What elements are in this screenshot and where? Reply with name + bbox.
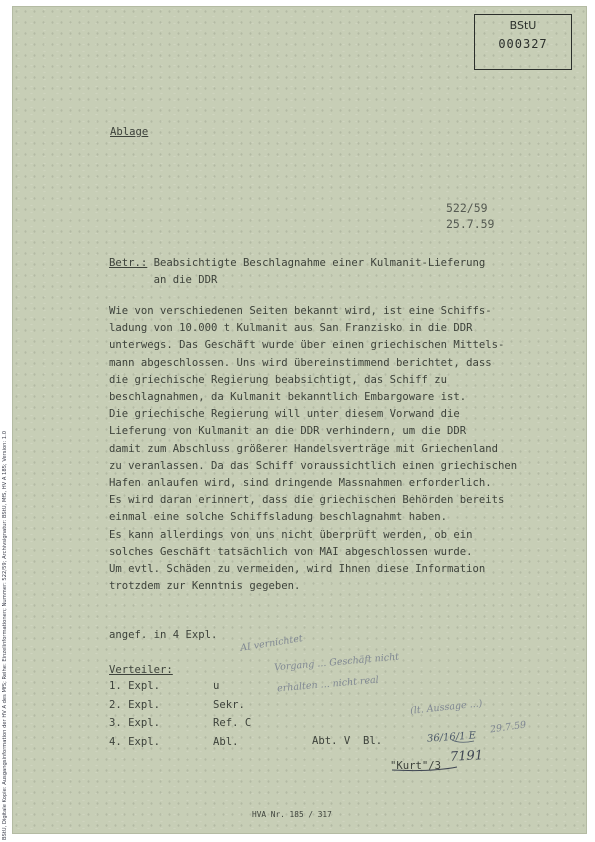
handwritten-note-3: erhalten ... nicht real <box>276 674 380 695</box>
handwritten-note-date: 29.7.59 <box>489 719 527 736</box>
distribution-recipient: Ref. C <box>213 717 252 729</box>
handwritten-number: 7191 <box>449 748 484 765</box>
distribution-list <box>109 680 252 754</box>
department-line: Abt. V Bl. <box>312 735 383 747</box>
distribution-copy: 4. Expl. <box>109 735 161 748</box>
distribution-copy: 3. Expl. <box>109 717 161 729</box>
copies-note: angef. in 4 Expl. <box>109 629 218 641</box>
distribution-copy: 2. Expl. <box>109 698 161 711</box>
handwritten-note-4: (lt. Aussage ...) <box>409 698 483 717</box>
distribution-row <box>109 717 252 736</box>
handwritten-archive-ref: 36/16/1 E <box>426 730 477 745</box>
body-text: Wie von verschiedenen Seiten bekannt wird, ist eine Schiffs- ladung von 10.000 t Kulmanit aus San Franzisko in die DDR unterwegs. Das Geschäft wurde über einen griechischen Mittels- mann abgeschlossen. Uns wird übereinstimmend berichtet, dass die griechische Regierung beabsichtigt, das Schiff zu beschlagnahmen, da Kulmanit bekanntlich Embargoware ist. Die griechische Regierung will unter diesem Vorwand die Lieferung von Kulmanit an die DDR verhindern, um die DDR damit zum Abschluss größerer Handelsverträge mit Griechenland zu veranlassen. Da das Schiff voraussichtlich einen griechischen Hafen anlaufen wird, sind dringende Massnahmen erforderlich. Es wird daran erinnert, dass die griechischen Behörden bereits einmal eine solche Schiffsladung beschlagnahmt haben. Es kann allerdings von uns nicht überprüft werden, ob ein solches Geschäft tatsächlich von MAI abgeschlossen wurde. Um evtl. Schäden zu vermeiden, wird Ihnen diese Information trotzdem zur Kenntnis gegeben. <box>109 305 518 593</box>
distribution-copy: 1. Expl. <box>109 680 161 692</box>
handwritten-note-1: AI vernichtet <box>239 633 304 654</box>
subject-text: Beabsichtigte Beschlagnahme einer Kulmanit-Lieferung an die DDR <box>153 257 486 287</box>
stamp-number: 000327 <box>498 37 548 51</box>
distribution-row <box>109 698 245 718</box>
handwritten-note-2: Vorgang ... Geschäft nicht <box>273 651 400 674</box>
source-codename: "Kurt"/3 <box>390 760 442 772</box>
stamp-label: BStU <box>509 19 537 32</box>
reference-number: 522/59 <box>446 201 488 215</box>
document-page <box>12 6 587 834</box>
distribution-label: Verteiler: <box>109 664 173 676</box>
subject-label: Betr.: <box>109 257 148 269</box>
distribution-row <box>109 735 239 755</box>
distribution-row <box>109 680 220 699</box>
archive-side-note: BStU, Digitale Kopie: Ausgangsinformation der HV A des MfS; Reihe: Einzelinformationen; Nummer: 522/59; Archivsignatur: BStU, MfS, HV A 185; Version: 1.0 <box>2 430 8 840</box>
bstu-stamp <box>474 14 572 70</box>
reference-date: 25.7.59 <box>446 217 495 231</box>
footer-archive-number: HVA Nr. 185 / 317 <box>252 810 332 819</box>
subject-line <box>109 255 485 289</box>
distribution-recipient: Abl. <box>213 735 239 748</box>
ablage-heading: Ablage <box>110 126 149 138</box>
distribution-recipient: u <box>213 680 220 692</box>
distribution-recipient: Sekr. <box>213 698 245 711</box>
